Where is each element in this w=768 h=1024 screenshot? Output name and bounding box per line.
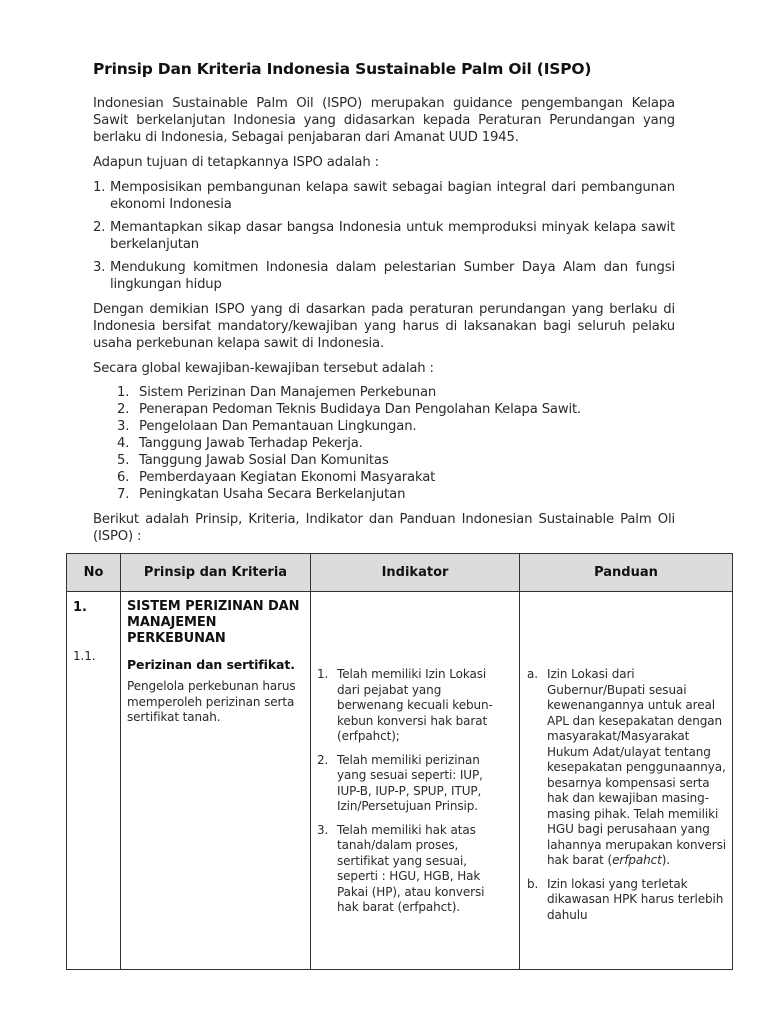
guidance-letter: b. bbox=[527, 876, 539, 891]
guidance-italic-term: erfpahct bbox=[612, 853, 662, 867]
header-indicator: Indikator bbox=[381, 565, 449, 580]
obligation-number: 3. bbox=[117, 419, 130, 434]
header-no: No bbox=[83, 565, 104, 580]
obligation-number: 5. bbox=[117, 453, 130, 468]
obligation-item bbox=[117, 452, 581, 469]
obligation-text: Penerapan Pedoman Teknis Budidaya Dan Pengolahan Kelapa Sawit. bbox=[139, 402, 582, 417]
column-divider bbox=[120, 554, 121, 969]
indicator-text: Telah memiliki hak atas tanah/dalam proses, sertifikat yang sesuai, seperti : HGU, HGB, Hak Pakai (HP), atau konversi hak barat (erfpahct). bbox=[337, 822, 485, 914]
obligations-list bbox=[117, 384, 581, 503]
guidance-text: Izin lokasi yang terletak dikawasan HPK harus terlebih dahulu bbox=[547, 876, 724, 922]
obligation-text: Tanggung Jawab Sosial Dan Komunitas bbox=[139, 453, 389, 468]
guidance-text: Izin Lokasi dari Gubernur/Bupati sesuai kewenangannya untuk areal APL dan kesepakatan dengan masyarakat/Masyarakat Hukum Adat/ulayat tentang kesepakatan penggunaannya, besarnya kompensasi serta hak dan kewajiban masing-masing pihak. Telah memiliki HGU bagi perusahaan yang lahannya merupakan konversi hak barat bbox=[547, 667, 726, 867]
goal-number: 3. bbox=[93, 260, 106, 275]
indicator-item bbox=[317, 823, 509, 916]
guidance-list bbox=[527, 667, 727, 931]
document-title: Prinsip Dan Kriteria Indonesia Sustainable Palm Oil (ISPO) bbox=[93, 60, 592, 78]
obligation-number: 7. bbox=[117, 487, 130, 502]
goal-text: Mendukung komitmen Indonesia dalam pelestarian Sumber Daya Alam dan fungsi lingkungan hidup bbox=[110, 260, 675, 292]
obligation-text: Pengelolaan Dan Pemantauan Lingkungan. bbox=[139, 419, 417, 434]
indicator-number: 1. bbox=[317, 667, 329, 681]
obligation-number: 4. bbox=[117, 436, 130, 451]
indicator-number: 3. bbox=[317, 822, 329, 837]
guidance-letter: a. bbox=[527, 667, 538, 681]
table-intro: Berikut adalah Prinsip, Kriteria, Indikator dan Panduan Indonesian Sustainable Palm Oli (ISPO) : bbox=[93, 512, 675, 544]
criteria-text: Pengelola perkebunan harus memperoleh perizinan serta sertifikat tanah. bbox=[127, 679, 296, 724]
row-number: 1. bbox=[73, 600, 87, 615]
obligation-item bbox=[117, 469, 581, 486]
goal-text: Memantapkan sikap dasar bangsa Indonesia untuk memproduksi minyak kelapa sawit berkelanjutan bbox=[110, 220, 675, 252]
goal-item bbox=[93, 179, 675, 213]
indicator-item bbox=[317, 753, 509, 815]
indicator-text: Telah memiliki perizinan yang sesuai seperti: IUP, IUP-B, IUP-P, SPUP, ITUP, Izin/Persetujuan Prinsip. bbox=[337, 752, 483, 813]
obligation-text: Pemberdayaan Kegiatan Ekonomi Masyarakat bbox=[139, 470, 436, 485]
obligation-text: Tanggung Jawab Terhadap Pekerja. bbox=[139, 436, 363, 451]
ispo-table bbox=[66, 553, 733, 970]
obligation-number: 6. bbox=[117, 470, 130, 485]
goals-list bbox=[93, 179, 675, 299]
obligation-text: Sistem Perizinan Dan Manajemen Perkebunan bbox=[139, 385, 437, 400]
intro-paragraph: Indonesian Sustainable Palm Oil (ISPO) merupakan guidance pengembangan Kelapa Sawit berkelanjutan Indonesia yang didasarkan kepada Peraturan Perundangan yang berlaku di Indonesia, Sebagai penjabaran dari Amanat UUD 1945. bbox=[93, 96, 675, 145]
principle-title: SISTEM PERIZINAN DAN MANAJEMEN PERKEBUNAN bbox=[127, 599, 300, 646]
goal-item bbox=[93, 219, 675, 253]
guidance-item bbox=[527, 877, 727, 924]
mandatory-paragraph: Dengan demikian ISPO yang di dasarkan pada peraturan perundangan yang berlaku di Indonesia bersifat mandatory/kewajiban yang harus di laksanakan bagi seluruh pelaku usaha perkebunan kelapa sawit di Indonesia. bbox=[93, 302, 675, 351]
indicator-number: 2. bbox=[317, 752, 329, 767]
obligation-item bbox=[117, 384, 581, 401]
sub-row-number: 1.1. bbox=[73, 649, 96, 663]
indicator-list bbox=[317, 667, 509, 924]
obligations-heading: Secara global kewajiban-kewajiban tersebut adalah : bbox=[93, 361, 434, 376]
goal-item bbox=[93, 259, 675, 293]
goal-number: 1. bbox=[93, 180, 106, 195]
column-divider bbox=[519, 554, 520, 969]
header-principle: Prinsip dan Kriteria bbox=[143, 565, 288, 580]
obligation-item bbox=[117, 418, 581, 435]
goal-text: Memposisikan pembangunan kelapa sawit sebagai bagian integral dari pembangunan ekonomi Indonesia bbox=[110, 180, 675, 212]
indicator-text: Telah memiliki Izin Lokasi dari pejabat yang berwenang kecuali kebun-kebun konversi hak barat (erfpahct); bbox=[337, 667, 493, 743]
obligation-item bbox=[117, 486, 581, 503]
criteria-title: Perizinan dan sertifikat. bbox=[127, 657, 295, 672]
obligation-text: Peningkatan Usaha Secara Berkelanjutan bbox=[139, 487, 406, 502]
indicator-item bbox=[317, 667, 509, 745]
guidance-item: a. Izin Lokasi dari Gubernur/Bupati sesuai kewenangannya untuk areal APL dan kesepakatan dengan masyarakat/Masyarakat Hukum Adat/ulayat tentang kesepakatan penggunaannya, besarnya kompensasi serta hak dan kewajiban masing-masing pihak. Telah memiliki HGU bagi perusahaan yang lahannya merupakan konversi hak barat (erfpahct). bbox=[527, 667, 726, 867]
obligation-number: 2. bbox=[117, 402, 130, 417]
header-guidance: Panduan bbox=[594, 565, 658, 580]
obligation-item bbox=[117, 401, 581, 418]
goals-heading: Adapun tujuan di tetapkannya ISPO adalah : bbox=[93, 155, 379, 170]
column-divider bbox=[310, 554, 311, 969]
goal-number: 2. bbox=[93, 220, 106, 235]
obligation-item bbox=[117, 435, 581, 452]
obligation-number: 1. bbox=[117, 385, 130, 400]
